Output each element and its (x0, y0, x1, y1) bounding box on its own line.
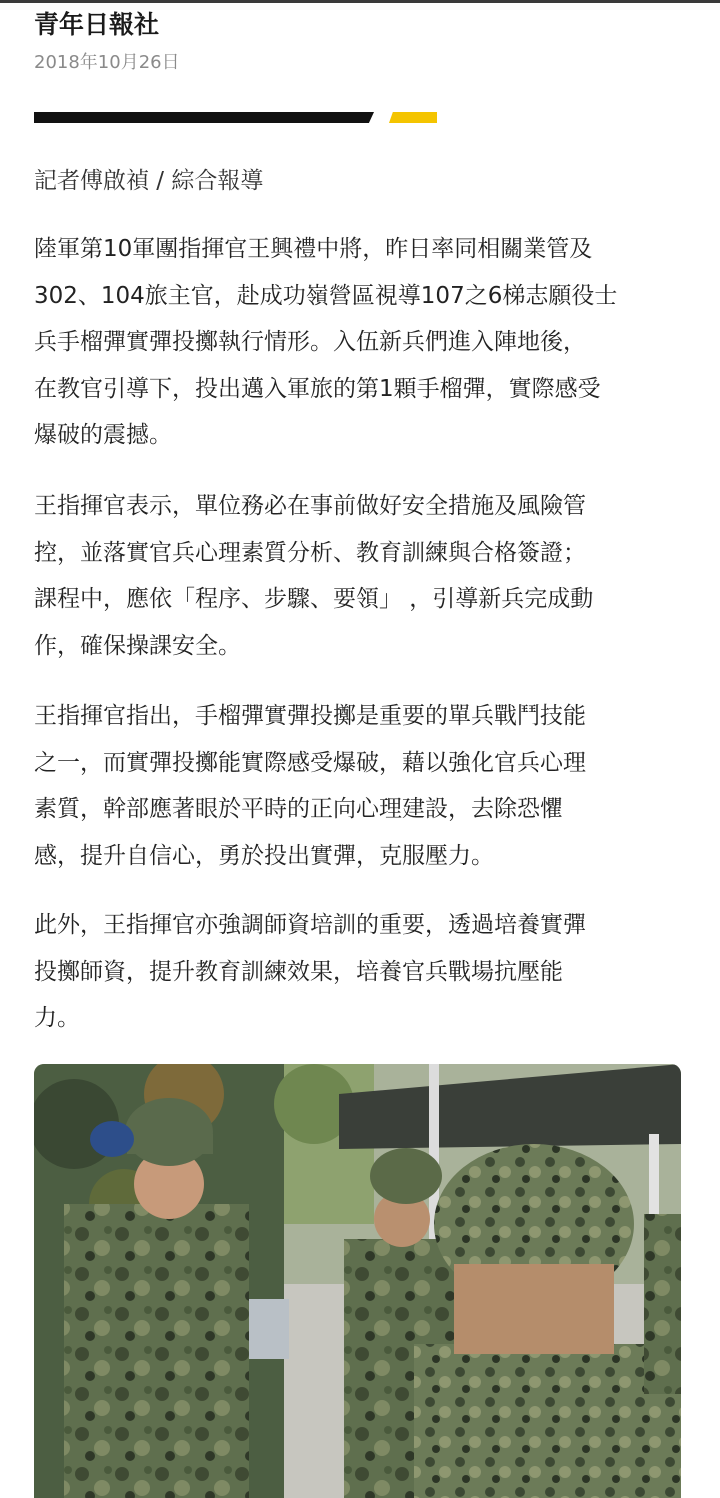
paragraph-line: 素質，幹部應著眼於平時的正向心理建設，去除恐懼 (34, 796, 563, 822)
paragraph-line: 王指揮官指出，手榴彈實彈投擲是重要的單兵戰鬥技能 (34, 703, 586, 729)
paragraph-1 (34, 226, 674, 459)
paragraph-2 (34, 483, 674, 669)
paragraph-line: 控，並落實官兵心理素質分析、教育訓練與合格簽證； (34, 539, 586, 566)
paragraph-line: 在教官引導下，投出邁入軍旅的第1顆手榴彈，實際感受 (34, 375, 601, 402)
paragraph-line: 此外，王指揮官亦強調師資培訓的重要，透過培養實彈 (34, 912, 586, 938)
paragraph-line: 王指揮官表示，單位務必在事前做好安全措施及風險管 (34, 493, 586, 519)
paragraph-line: 302、104旅主官，赴成功嶺營區視導107之6梯志願役士 (34, 282, 618, 309)
paragraph-line: 課程中，應依「程序、步驟、要領」 ，引導新兵完成動 (34, 586, 594, 612)
paragraph-3 (34, 693, 674, 879)
publisher-name: 青年日報社 (34, 10, 160, 39)
divider-bar (34, 112, 374, 123)
paragraph-line: 作，確保操課安全。 (34, 632, 241, 659)
paragraph-line: 爆破的震撼。 (34, 422, 172, 448)
paragraph-line: 兵手榴彈實彈投擲執行情形。入伍新兵們進入陣地後， (34, 329, 586, 355)
paragraph-4 (34, 902, 674, 1042)
top-border (0, 0, 720, 3)
paragraph-line: 力。 (34, 1005, 80, 1031)
byline: 記者傅啟禎 / 綜合報導 (34, 168, 264, 194)
paragraph-line: 之一，而實彈投擲能實際感受爆破，藉以強化官兵心理 (34, 749, 586, 776)
publish-date: 2018年10月26日 (34, 52, 180, 73)
paragraph-line: 投擲師資，提升教育訓練效果，培養官兵戰場抗壓能 (34, 958, 563, 985)
paragraph-line: 感，提升自信心，勇於投出實彈，克服壓力。 (34, 842, 494, 869)
photo-soldiers-illustration (34, 1064, 681, 1498)
paragraph-line: 陸軍第10軍團指揮官王興禮中將，昨日率同相關業管及 (34, 236, 593, 262)
article-photo[interactable] (34, 1064, 681, 1498)
divider-accent (389, 112, 437, 123)
